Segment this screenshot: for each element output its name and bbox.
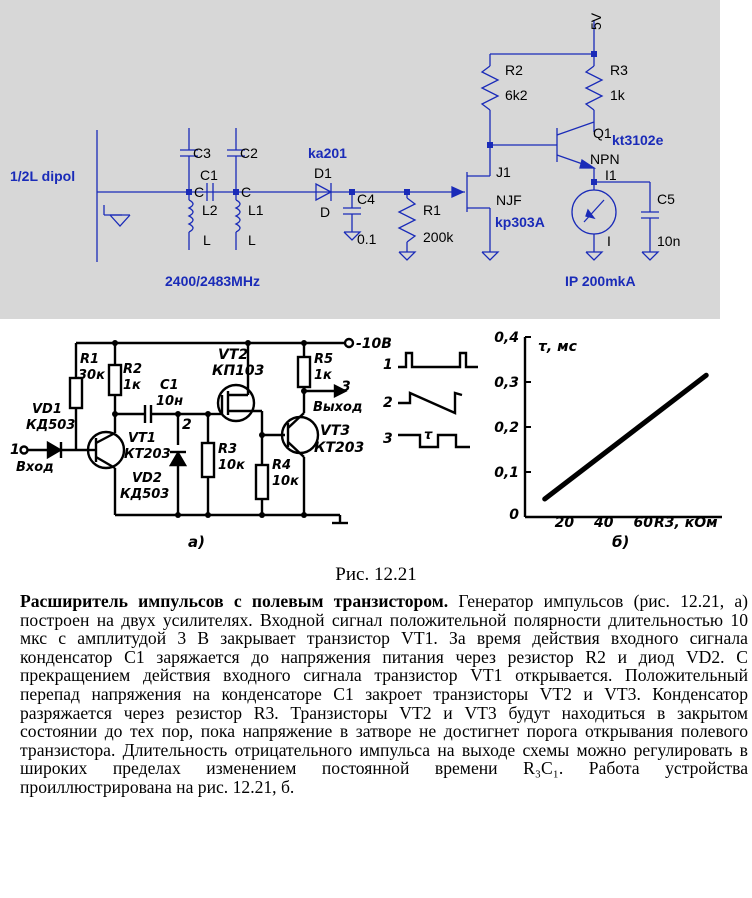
wave-3-label: 3 xyxy=(383,431,393,447)
r1-value-bottom: 30к xyxy=(78,368,105,383)
vt1-model: КТ203 xyxy=(124,447,171,462)
chart-x-tick-label: 40 xyxy=(594,515,614,531)
input-label-bottom: Вход xyxy=(16,460,54,475)
supply-label: 5V xyxy=(588,12,604,30)
chart-series-line xyxy=(545,375,707,499)
l2-label: L2 xyxy=(202,202,218,218)
chart-part-label: б) xyxy=(612,533,630,551)
c-label-a: C xyxy=(194,184,205,200)
c1-value-bottom: 10н xyxy=(156,394,184,409)
vt1-label: VT1 xyxy=(128,431,156,446)
c4-value: 0.1 xyxy=(357,231,377,247)
wave-2-label: 2 xyxy=(383,395,393,411)
diode-model: ka201 xyxy=(308,145,347,161)
r2-value: 6k2 xyxy=(505,87,528,103)
chart-y-tick-label: 0,4 xyxy=(494,330,519,346)
npn-label: NPN xyxy=(590,151,620,167)
figure-caption: Рис. 12.21 xyxy=(335,564,417,585)
vd1-label: VD1 xyxy=(32,402,62,417)
vt2-label: VT2 xyxy=(218,347,249,363)
r2-label-bottom: R2 xyxy=(123,362,143,377)
part-a-label: а) xyxy=(188,533,205,551)
paragraph-lead: Расширитель импульсов с полевым транзистором. xyxy=(20,591,449,611)
r1-value: 200k xyxy=(423,229,454,245)
chart-y-tick-label: 0,3 xyxy=(494,375,519,391)
chart-x-tick-label: 20 xyxy=(554,515,575,531)
c5-label: C5 xyxy=(657,191,675,207)
q1-label: Q1 xyxy=(593,125,612,141)
c2-label: C2 xyxy=(240,145,258,161)
njf-label: NJF xyxy=(496,192,522,208)
node-2-label: 2 xyxy=(182,417,192,433)
c1-label-bottom: C1 xyxy=(160,378,179,393)
l1-label: L1 xyxy=(248,202,264,218)
c-label-b: C xyxy=(241,184,252,200)
d1-label: D1 xyxy=(314,165,332,181)
c1-label: C1 xyxy=(200,167,218,183)
jfet-model: kp303A xyxy=(495,214,545,230)
r5-label-bottom: R5 xyxy=(314,352,334,367)
i1-label: I1 xyxy=(605,167,617,183)
chart-x-tick-label: 60 xyxy=(633,515,653,531)
chart-y-tick-label: 0,2 xyxy=(494,420,519,436)
r5-value-bottom: 1к xyxy=(314,368,332,383)
c3-label: C3 xyxy=(193,145,211,161)
band-label: 2400/2483MHz xyxy=(165,273,260,289)
vd1-model: КД503 xyxy=(26,418,76,433)
bottom-schematic-drawing xyxy=(0,325,752,560)
r1-label-bottom: R1 xyxy=(80,352,100,367)
q1-model: kt3102e xyxy=(612,132,664,148)
vd2-model: КД503 xyxy=(120,487,170,502)
r3-label: R3 xyxy=(610,62,628,78)
r2-value-bottom: 1к xyxy=(123,378,141,393)
r4-label-bottom: R4 xyxy=(272,458,292,473)
meter-label: IP 200mkA xyxy=(565,273,636,289)
chart-y-label: τ, мс xyxy=(538,339,577,355)
output-number: 3 xyxy=(341,379,351,395)
vt3-model: КТ203 xyxy=(314,440,365,456)
meter-i-label: I xyxy=(607,233,611,249)
vt2-model: КП103 xyxy=(212,363,265,379)
tau-marker: τ xyxy=(424,428,433,443)
top-schematic-drawing xyxy=(0,0,720,319)
chart-y-tick-label: 0,1 xyxy=(494,465,519,481)
r3-value-bottom: 10к xyxy=(218,458,245,473)
r2-label: R2 xyxy=(505,62,523,78)
output-label: Выход xyxy=(313,400,363,415)
c5-value: 10n xyxy=(657,233,681,249)
j1-label: J1 xyxy=(496,164,511,180)
wave-1-label: 1 xyxy=(383,357,393,373)
supply-label-bottom: -10В xyxy=(356,336,392,352)
chart-x-label: R3, кОм xyxy=(654,515,718,531)
c4-label: C4 xyxy=(357,191,375,207)
d-label: D xyxy=(320,204,331,220)
input-number: 1 xyxy=(10,442,20,458)
r1-label: R1 xyxy=(423,202,441,218)
r3-label-bottom: R3 xyxy=(218,442,238,457)
r4-value-bottom: 10к xyxy=(272,474,299,489)
l-label-a: L xyxy=(203,232,211,248)
paragraph-text: Генератор импульсов (рис. 12.21, а) построен на двух усилителях. Входной сигнал положительной полярности длительностью 10 мкс с амплитудой 3 В закрывает транзистор VT1. За время действия входного сигнала конденсатор C1 заряжается до напряжения питания через резистор R2 и диод VD2. С прекращением действия входного сигнала транзистор VT1 открывается. Положительный перепад напряжения на конденсаторе C1 закроет транзисторы VT2 и VT3. Конденсатор разряжается через резистор R3. Транзисторы VT2 и VT3 будут находиться в закрытом состоянии до тех пор, пока напряжение в затворе не достигнет порога открывания полевого транзистора. Длительность отрицательного импульса на выходе схемы можно регулировать в широких пределах изменением постоянной времени R₃C₁. Работа устройства проиллюстрирована на рис. 12.21, б. xyxy=(20,591,748,797)
body-paragraph xyxy=(20,592,748,797)
tau-vs-r3-chart xyxy=(494,330,722,551)
simulator-schematic xyxy=(0,0,720,319)
r3-value: 1k xyxy=(610,87,625,103)
vt3-label: VT3 xyxy=(320,423,351,439)
input-label: 1/2L dipol xyxy=(10,168,76,184)
vd2-label: VD2 xyxy=(132,471,162,486)
chart-y-tick-label: 0 xyxy=(509,507,519,523)
l-label-b: L xyxy=(248,232,256,248)
